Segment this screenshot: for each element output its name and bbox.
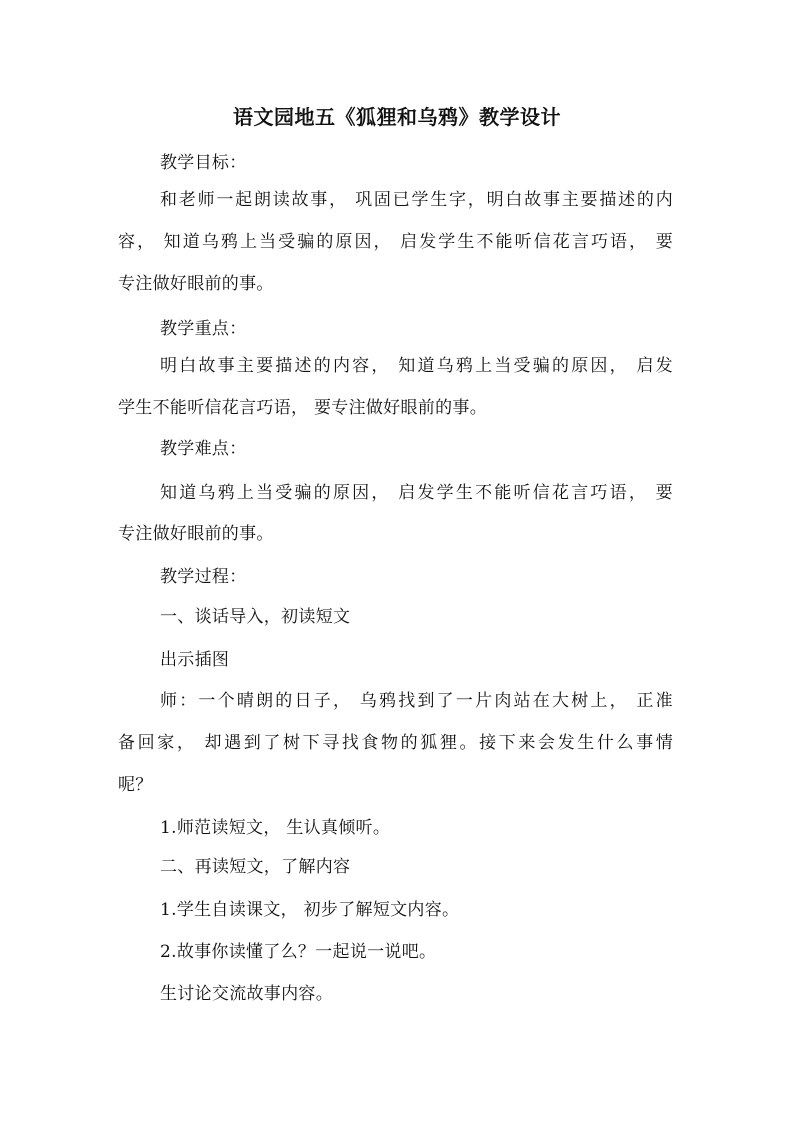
teacher-line-2: 备回家， 却遇到了树下寻找食物的狐狸。接下来会发生什么事情 bbox=[118, 733, 673, 753]
goals-line-2: 容， 知道乌鸦上当受骗的原因， 启发学生不能听信花言巧语， 要 bbox=[118, 232, 673, 252]
focus-line-2: 学生不能听信花言巧语， 要专注做好眼前的事。 bbox=[118, 398, 488, 418]
teacher-line-3: 呢？ bbox=[118, 775, 153, 795]
focus-line-1: 明白故事主要描述的内容， 知道乌鸦上当受骗的原因， 启发 bbox=[160, 356, 673, 376]
teacher-line-1: 师：一个晴朗的日子， 乌鸦找到了一片肉站在大树上， 正准 bbox=[160, 691, 673, 711]
goals-line-1: 和老师一起朗读故事， 巩固已学生字，明白故事主要描述的内 bbox=[160, 190, 673, 210]
step2-item-2: 2.故事你读懂了么？一起说一说吧。 bbox=[160, 942, 437, 962]
difficulty-line-2: 专注做好眼前的事。 bbox=[118, 524, 274, 544]
document-title: 语文园地五《狐狸和乌鸦》教学设计 bbox=[233, 105, 561, 129]
difficulty-line-1: 知道乌鸦上当受骗的原因， 启发学生不能听信花言巧语， 要 bbox=[160, 483, 673, 503]
goals-line-3: 专注做好眼前的事。 bbox=[118, 274, 274, 294]
discussion-line: 生讨论交流故事内容。 bbox=[160, 984, 333, 1004]
show-picture-line: 出示插图 bbox=[160, 650, 230, 670]
step1-heading: 一、谈话导入，初读短文 bbox=[160, 607, 351, 627]
step1-item-1: 1.师范读短文， 生认真倾听。 bbox=[160, 818, 391, 838]
step2-heading: 二、再读短文，了解内容 bbox=[160, 857, 351, 877]
focus-heading: 教学重点： bbox=[160, 319, 247, 339]
process-heading: 教学过程： bbox=[160, 567, 247, 587]
difficulty-heading: 教学难点： bbox=[160, 439, 247, 459]
goals-heading: 教学目标： bbox=[160, 153, 247, 173]
step2-item-1: 1.学生自读课文， 初步了解短文内容。 bbox=[160, 900, 460, 920]
